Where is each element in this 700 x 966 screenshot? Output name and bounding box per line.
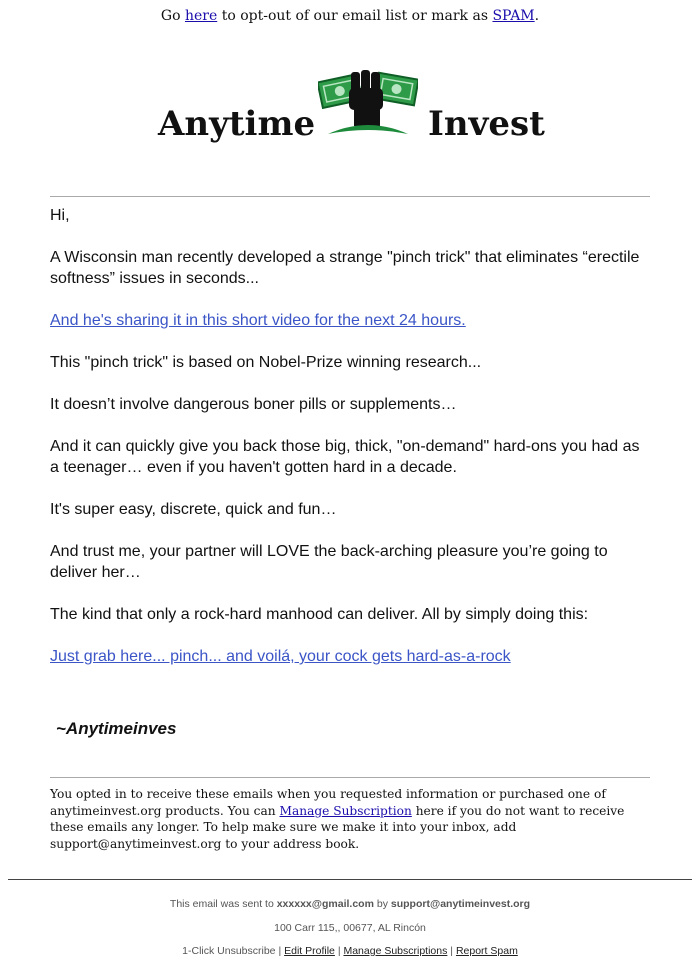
body-paragraph-7: The kind that only a rock-hard manhood can deliver. All by simply doing this: [50,606,589,623]
opt-out-here-link[interactable]: here [184,8,218,24]
video-link[interactable]: And he's sharing it in this short video for the next 24 hours. [50,312,466,329]
body-paragraph-5: It's super easy, discrete, quick and fun… [50,501,337,518]
body-paragraph-4: And it can quickly give you back those big, thick, "on-demand" hard-ons you had as a teenager… even if you haven't gotten hard in a decade. [50,438,640,476]
manage-subscriptions-link[interactable]: Manage Subscriptions [343,945,448,957]
header-divider [50,196,650,197]
opt-out-middle-text: to opt-out of our email list or mark as [221,8,489,24]
body-paragraph-2: This "pinch trick" is based on Nobel-Prize winning research... [50,354,482,371]
opt-out-line [0,8,700,24]
footer-separator: | [278,945,282,957]
signature-divider [50,777,650,778]
pinch-trick-link[interactable]: Just grab here... pinch... and voilá, your cock gets hard-as-a-rock [50,648,511,665]
body-paragraph-6: And trust me, your partner will LOVE the back-arching pleasure you’re going to deliver her… [50,543,608,581]
body-paragraph-1: A Wisconsin man recently developed a strange "pinch trick" that eliminates “erectile softness” issues in seconds... [50,249,640,287]
footer-links [0,945,700,957]
fist-money-icon [318,64,418,144]
mark-spam-link[interactable]: SPAM [492,8,535,24]
email-body [50,205,650,667]
opt-in-notice [50,786,650,852]
opt-in-text-b: here if you do not want to receive these emails any longer. To help make sure we make it into your inbox, add support@anytimeinvest.org to your address book. [50,803,625,851]
recipient-email: xxxxxx@gmail.com [276,898,374,910]
anytime-invest-logo [158,64,548,148]
one-click-unsubscribe[interactable]: 1-Click Unsubscribe [182,945,276,957]
logo-word-invest: Invest [428,104,545,144]
signature: ~Anytimeinves [56,719,177,738]
opt-out-prefix: Go [160,8,181,24]
footer-separator: | [337,945,341,957]
footer-divider [8,879,692,880]
footer-address: 100 Carr 115,, 00677, AL Rincón [274,922,426,934]
body-paragraph-3: It doesn’t involve dangerous boner pills or supplements… [50,396,457,413]
footer-sent-line [0,898,700,910]
sent-by: by [376,898,388,910]
greeting: Hi, [50,207,70,224]
opt-in-text-a: You opted in to receive these emails when you requested information or purchased one of anytimeinvest.org products. You can [50,787,606,818]
opt-out-suffix: . [534,8,540,24]
logo-word-anytime: Anytime [158,104,316,144]
sent-prefix: This email was sent to [169,898,274,910]
report-spam-link[interactable]: Report Spam [455,945,518,957]
edit-profile-link[interactable]: Edit Profile [284,945,335,957]
manage-subscription-link[interactable]: Manage Subscription [279,803,412,818]
footer-separator: | [450,945,454,957]
sender-email: support@anytimeinvest.org [390,898,531,910]
